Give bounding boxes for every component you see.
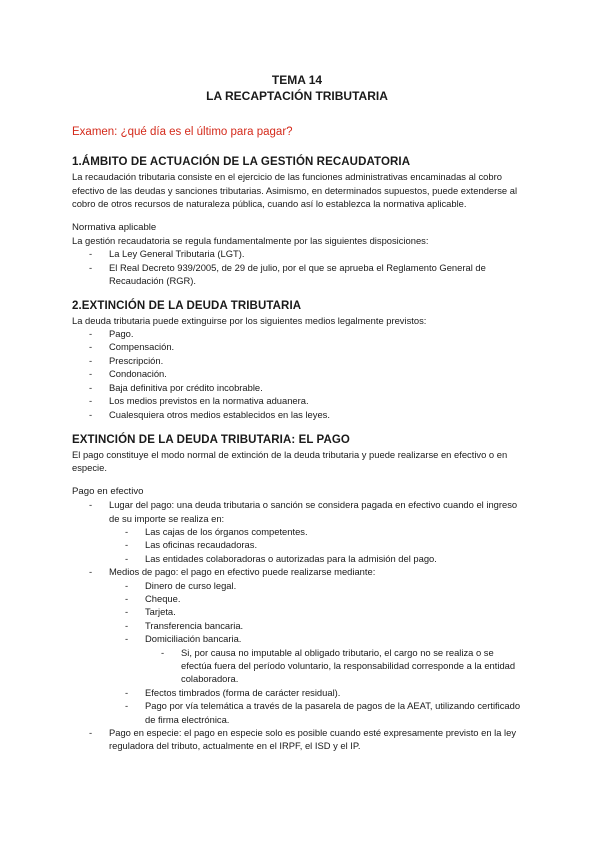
tema-number: TEMA 14: [271, 73, 323, 87]
domiciliacion-text: Domiciliación bancaria.: [145, 633, 242, 645]
list-item: - La Ley General Tributaria (LGT).: [72, 247, 522, 260]
list-item: - Pago por vía telemática a través de la pasarela de pagos de la AEAT, utilizando certificado de firma electrónica.: [109, 699, 522, 726]
list-item: - Pago.: [72, 327, 522, 340]
list-item: - Tarjeta.: [109, 605, 522, 618]
list-item: - Compensación.: [72, 340, 522, 353]
list-item: - Las entidades colaboradoras o autorizadas para la admisión del pago.: [109, 552, 522, 565]
normativa-intro: La gestión recaudatoria se regula fundamentalmente por las siguientes disposiciones:: [72, 235, 429, 247]
list-item: - Transferencia bancaria.: [109, 619, 522, 632]
list-item: - Si, por causa no imputable al obligado tributario, el cargo no se realiza o se efectúa fuera del período voluntario, la responsabilidad corresponde a la entidad colaboradora.: [145, 646, 522, 686]
list-item: - Condonación.: [72, 367, 522, 380]
pago-especie-item: - Pago en especie: el pago en especie solo es posible cuando esté expresamente previsto en la ley reguladora del tributo, actualmente en el IRPF, el ISD y el IP.: [72, 726, 522, 753]
domiciliacion-item: [109, 632, 522, 686]
list-item: - Cualesquiera otros medios establecidos en las leyes.: [72, 408, 522, 421]
list-item: - Cheque.: [109, 592, 522, 605]
lugar-pago-sublist: [109, 525, 522, 565]
pago-efectivo-subheading: Pago en efectivo: [72, 485, 144, 497]
medios-pago-sublist: [109, 579, 522, 726]
medios-pago-item: [72, 565, 522, 726]
normativa-subheading: Normativa aplicable: [72, 221, 157, 233]
lugar-pago-text: Lugar del pago: una deuda tributaria o sanción se considera pagada en efectivo cuando el ingreso de su importe se realiza en:: [109, 499, 518, 524]
list-item: - Efectos timbrados (forma de carácter residual).: [109, 686, 522, 699]
list-item: - Baja definitiva por crédito incobrable.: [72, 381, 522, 394]
section-3-heading: EXTINCIÓN DE LA DEUDA TRIBUTARIA: EL PAGO: [72, 433, 350, 446]
list-item: - El Real Decreto 939/2005, de 29 de julio, por el que se aprueba el Reglamento General de Recaudación (RGR).: [72, 261, 522, 288]
list-item: - Los medios previstos en la normativa aduanera.: [72, 394, 522, 407]
list-item: - Las cajas de los órganos competentes.: [109, 525, 522, 538]
section-3-paragraph: El pago constituye el modo normal de extinción de la deuda tributaria y puede realizarse en efectivo o en especie.: [72, 448, 508, 474]
page-title: LA RECAPTACIÓN TRIBUTARIA: [206, 89, 388, 103]
section-2-intro: La deuda tributaria puede extinguirse por los siguientes medios legalmente previstos:: [72, 314, 427, 326]
section-1-heading: 1.ÁMBITO DE ACTUACIÓN DE LA GESTIÓN RECAUDATORIA: [72, 156, 411, 169]
lugar-pago-item: [72, 498, 522, 565]
list-item: - Prescripción.: [72, 354, 522, 367]
normativa-list: [72, 247, 522, 287]
extincion-list: [72, 327, 522, 421]
domiciliacion-sublist: [145, 646, 522, 686]
list-item: - Las oficinas recaudadoras.: [109, 538, 522, 551]
pago-efectivo-list: [72, 498, 522, 753]
list-item: - Dinero de curso legal.: [109, 579, 522, 592]
section-2-heading: 2.EXTINCIÓN DE LA DEUDA TRIBUTARIA: [72, 299, 302, 312]
exam-note: Examen: ¿qué día es el último para pagar?: [72, 126, 293, 138]
medios-pago-text: Medios de pago: el pago en efectivo puede realizarse mediante:: [109, 566, 376, 578]
section-1-paragraph: La recaudación tributaria consiste en el ejercicio de las funciones administrativas encaminadas al cobro efectivo de las deudas y sanciones tributarias. Asimismo, en determinados supuestos, puede extenderse al cobro de otros recursos de naturaleza pública, cuando así lo establezca la normativa aplicable.: [72, 171, 518, 210]
